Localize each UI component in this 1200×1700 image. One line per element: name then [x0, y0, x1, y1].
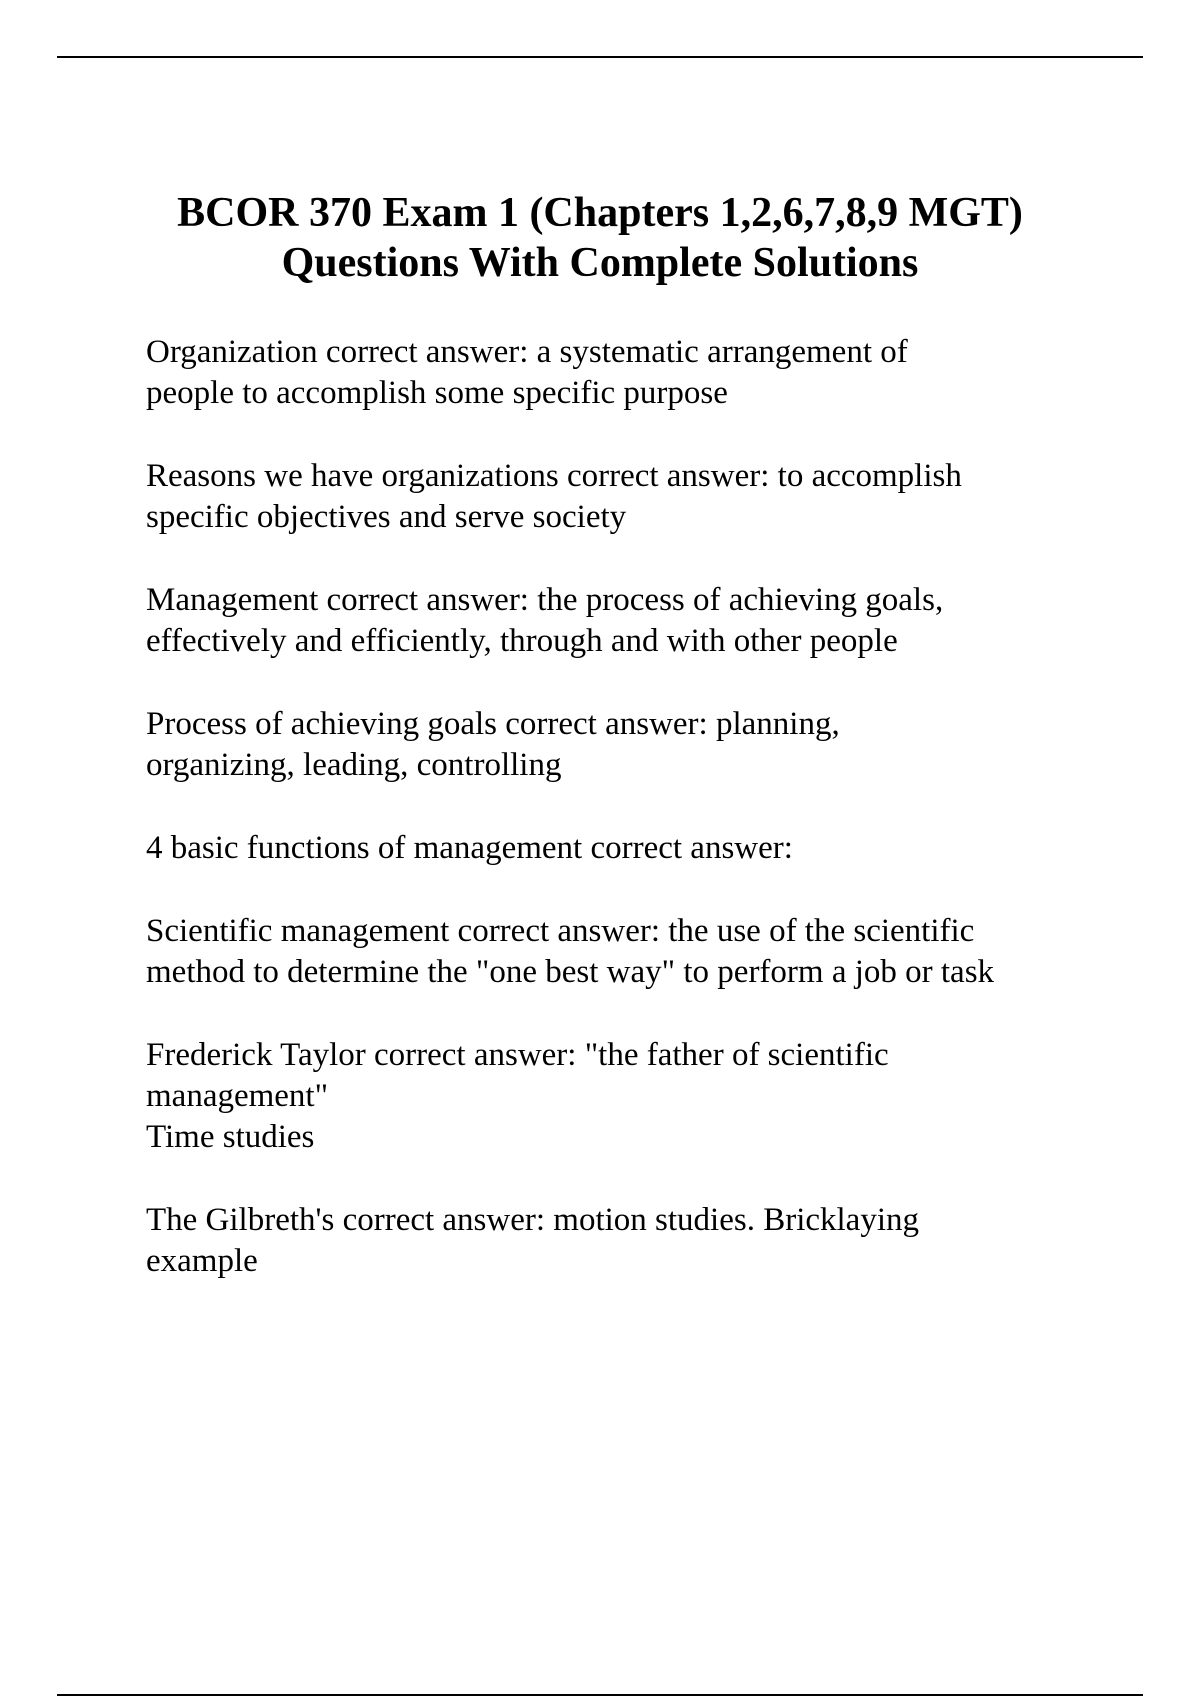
document-title	[100, 188, 1100, 288]
qa-line: Organization correct answer: a systematic arrangement of	[146, 334, 908, 370]
qa-line: Time studies	[146, 1119, 315, 1155]
qa-entry-scientific-management	[146, 911, 1096, 993]
qa-line: people to accomplish some specific purpose	[146, 375, 728, 411]
qa-line: Process of achieving goals correct answer: planning,	[146, 706, 840, 742]
top-rule	[57, 56, 1143, 58]
qa-line: method to determine the "one best way" to perform a job or task	[146, 954, 995, 990]
document-body	[146, 332, 1096, 1324]
qa-line: Management correct answer: the process of achieving goals,	[146, 582, 944, 618]
qa-entry-basic-functions	[146, 828, 1096, 869]
qa-line: effectively and efficiently, through and with other people	[146, 623, 898, 659]
qa-entry-organization	[146, 332, 1096, 414]
qa-line: Scientific management correct answer: the use of the scientific	[146, 913, 975, 949]
qa-line: 4 basic functions of management correct answer:	[146, 830, 793, 866]
title-line-1: BCOR 370 Exam 1 (Chapters 1,2,6,7,8,9 MGT)	[177, 190, 1023, 236]
qa-line: example	[146, 1243, 258, 1279]
qa-line: Reasons we have organizations correct answer: to accomplish	[146, 458, 962, 494]
qa-line: Frederick Taylor correct answer: "the father of scientific	[146, 1037, 889, 1073]
qa-entry-reasons-for-organizations	[146, 456, 1096, 538]
qa-entry-management	[146, 580, 1096, 662]
qa-entry-process-of-achieving-goals	[146, 704, 1096, 786]
title-line-2: Questions With Complete Solutions	[281, 240, 919, 286]
qa-line: management"	[146, 1078, 329, 1114]
bottom-rule	[57, 1694, 1143, 1696]
qa-line: organizing, leading, controlling	[146, 747, 562, 783]
qa-line: The Gilbreth's correct answer: motion studies. Bricklaying	[146, 1202, 920, 1238]
qa-entry-gilbreths	[146, 1200, 1096, 1282]
qa-line: specific objectives and serve society	[146, 499, 627, 535]
qa-entry-frederick-taylor	[146, 1035, 1096, 1158]
